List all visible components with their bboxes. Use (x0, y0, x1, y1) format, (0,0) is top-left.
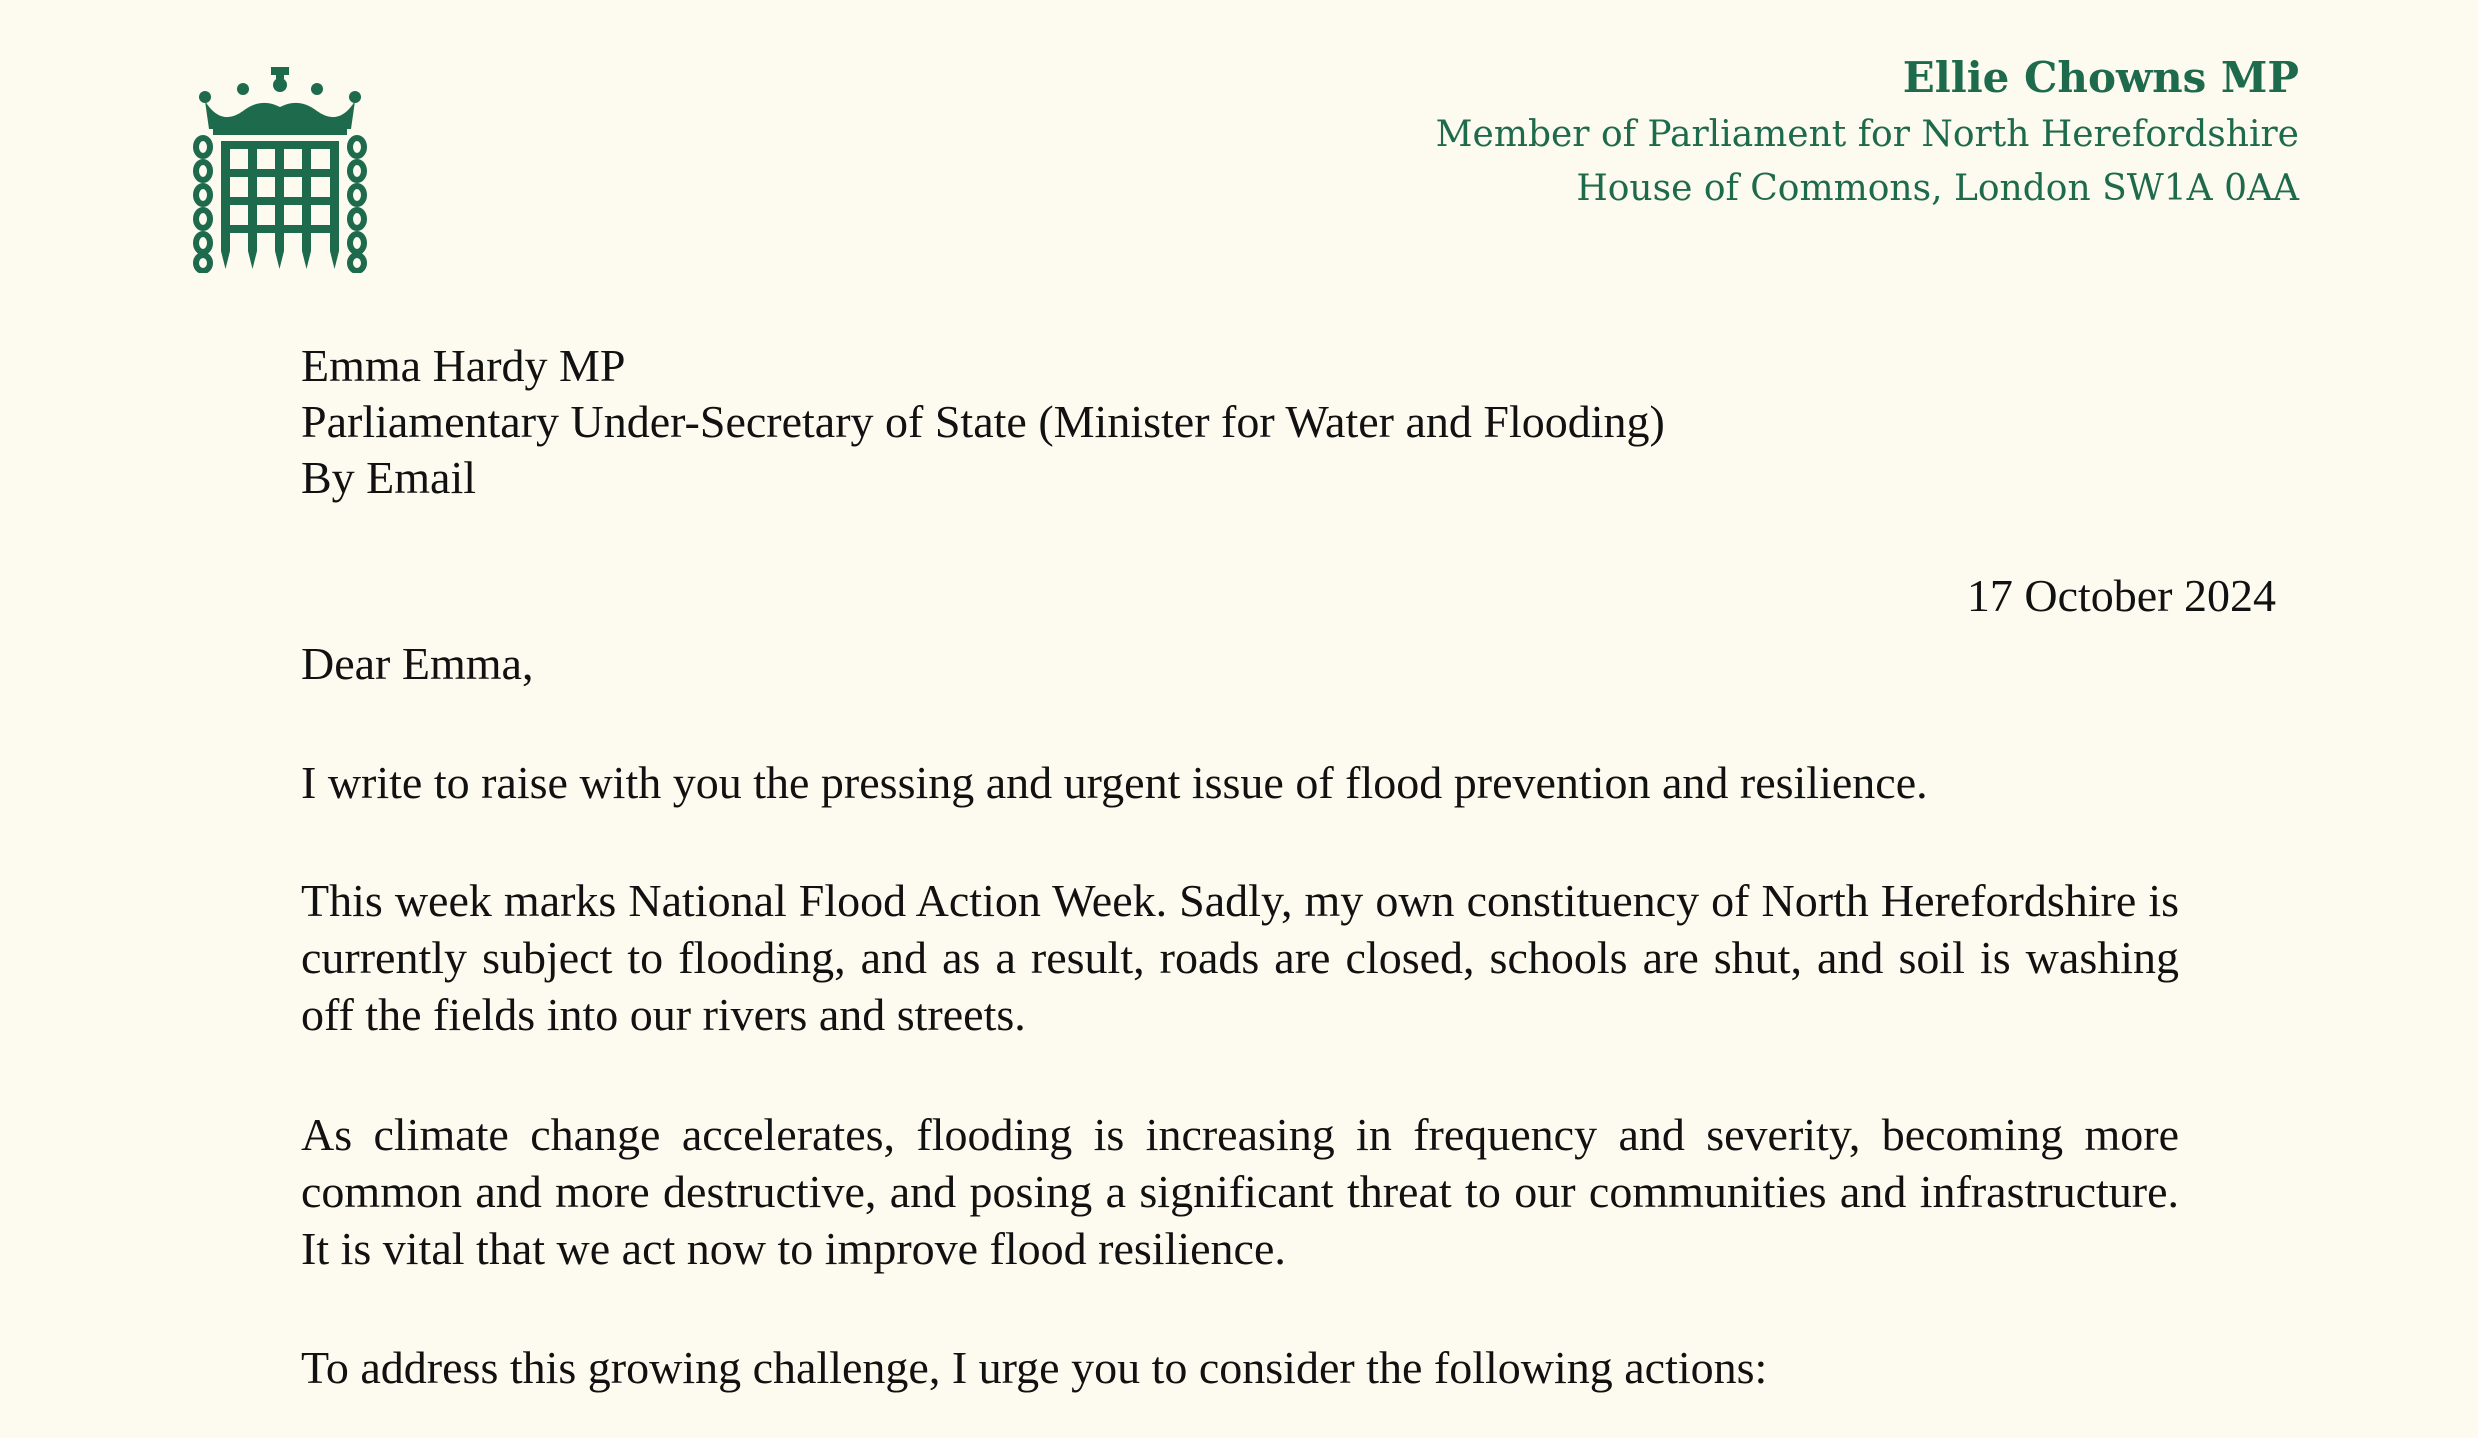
body-paragraph: I write to raise with you the pressing and urgent issue of flood prevention and resilience. (301, 757, 1928, 808)
recipient-block (301, 338, 1665, 506)
mp-name: Ellie Chowns MP (1902, 53, 2299, 102)
recipient-title: Parliamentary Under-Secretary of State (Minister for Water and Flooding) (301, 396, 1665, 447)
mp-role: Member of Parliament for North Herefordshire (1435, 114, 2299, 155)
body-paragraph: To address this growing challenge, I urge you to consider the following actions: (301, 1342, 1768, 1393)
body-paragraph: As climate change accelerates, flooding is increasing in frequency and severity, becoming more common and more destructive, and posing a significant threat to our communities and infrastructure. It is vital that we act now to improve flood resilience. (301, 1109, 2179, 1274)
body-paragraph: This week marks National Flood Action Week. Sadly, my own constituency of North Herefordshire is currently subject to flooding, and as a result, roads are closed, schools are shut, and soil is washing off the fields into our rivers and streets. (301, 875, 2179, 1040)
recipient-name: Emma Hardy MP (301, 340, 626, 391)
recipient-delivery: By Email (301, 452, 477, 503)
letter-date: 17 October 2024 (1966, 570, 2276, 621)
portcullis-crest-icon (191, 67, 369, 273)
salutation: Dear Emma, (301, 638, 534, 689)
sender-block (1436, 48, 2299, 216)
mp-address: House of Commons, London SW1A 0AA (1576, 168, 2299, 209)
